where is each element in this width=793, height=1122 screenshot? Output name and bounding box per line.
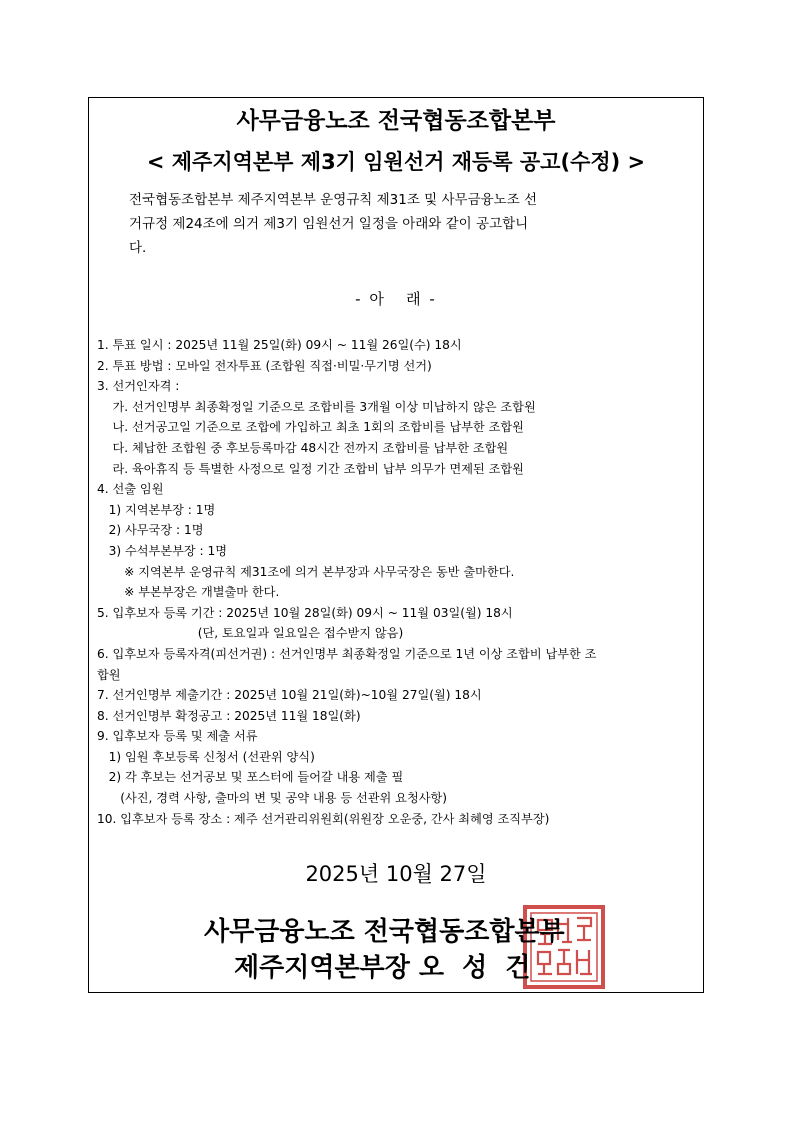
list-item: 4. 선출 임원 <box>97 482 164 497</box>
list-item: 2. 투표 방법 : 모바일 전자투표 (조합원 직접·비밀·무기명 선거) <box>97 358 432 373</box>
intro-line: 거규정 제24조에 의거 제3기 임원선거 일정을 아래와 같이 공고합니 <box>129 216 529 232</box>
list-item: 5. 입후보자 등록 기간 : 2025년 10월 28일(화) 09시 ~ 11월 03일(월) 18시 <box>97 605 513 620</box>
list-item: 9. 입후보자 등록 및 제출 서류 <box>97 729 258 744</box>
list-item: ※ 지역본부 운영규칙 제31조에 의거 본부장과 사무국장은 동반 출마한다. <box>97 564 515 579</box>
list-item: 1) 지역본부장 : 1명 <box>97 502 216 517</box>
section-heading: - 아 래 - <box>355 290 437 308</box>
notice-title: 사무금융노조 전국협동조합본부 <box>236 108 556 134</box>
list-item: 라. 육아휴직 등 특별한 사정으로 일정 기간 조합비 납부 의무가 면제된 조합원 <box>97 461 524 476</box>
notice-frame <box>88 97 704 993</box>
list-item: 6. 입후보자 등록자격(피선거권) : 선거인명부 최종확정일 기준으로 1년 이상 조합비 납부한 조 <box>97 646 597 661</box>
list-item: 합원 <box>97 667 121 682</box>
intro-line: 다. <box>129 240 147 256</box>
list-item: 7. 선거인명부 제출기간 : 2025년 10월 21일(화)~10월 27일(월) 18시 <box>97 688 482 703</box>
list-item: (사진, 경력 사항, 출마의 변 및 공약 내용 등 선관위 요청사항) <box>97 791 448 806</box>
intro-line: 전국협동조합본부 제주지역본부 운영규칙 제31조 및 사무금융노조 선 <box>129 192 538 208</box>
intro-paragraph <box>129 188 537 260</box>
list-item: 2) 각 후보는 선거공보 및 포스터에 들어갈 내용 제출 필 <box>97 770 404 785</box>
signature-organization: 사무금융노조 전국협동조합본부 <box>204 917 565 947</box>
notice-subtitle: < 제주지역본부 제3기 임원선거 재등록 공고(수정) > <box>146 150 646 174</box>
notice-date: 2025년 10월 27일 <box>305 862 487 886</box>
list-item: 3. 선거인자격 : <box>97 379 180 394</box>
list-item: 10. 입후보자 등록 장소 : 제주 선거관리위원회(위원장 오운중, 간사 최혜영 조직부장) <box>97 811 550 826</box>
list-item: 가. 선거인명부 최종확정일 기준으로 조합비를 3개월 이상 미납하지 않은 조합원 <box>97 399 536 414</box>
list-item: 3) 수석부본부장 : 1명 <box>97 543 228 558</box>
signature-name: 제주지역본부장 오 성 건 <box>234 953 531 983</box>
list-item: 다. 체납한 조합원 중 후보등록마감 48시간 전까지 조합비를 납부한 조합원 <box>97 440 509 455</box>
list-item: 1. 투표 일시 : 2025년 11월 25일(화) 09시 ~ 11월 26일(수) 18시 <box>97 338 462 352</box>
notice-items <box>97 335 596 829</box>
list-item: (단, 토요일과 일요일은 접수받지 않음) <box>97 626 404 641</box>
list-item: 1) 임원 후보등록 신청서 (선관위 양식) <box>97 749 315 764</box>
list-item: 8. 선거인명부 확정공고 : 2025년 11월 18일(화) <box>97 708 361 723</box>
list-item: 2) 사무국장 : 1명 <box>97 523 204 538</box>
list-item: 나. 선거공고일 기준으로 조합에 가입하고 최초 1회의 조합비를 납부한 조합원 <box>97 420 524 435</box>
list-item: ※ 부본부장은 개별출마 한다. <box>97 585 280 600</box>
